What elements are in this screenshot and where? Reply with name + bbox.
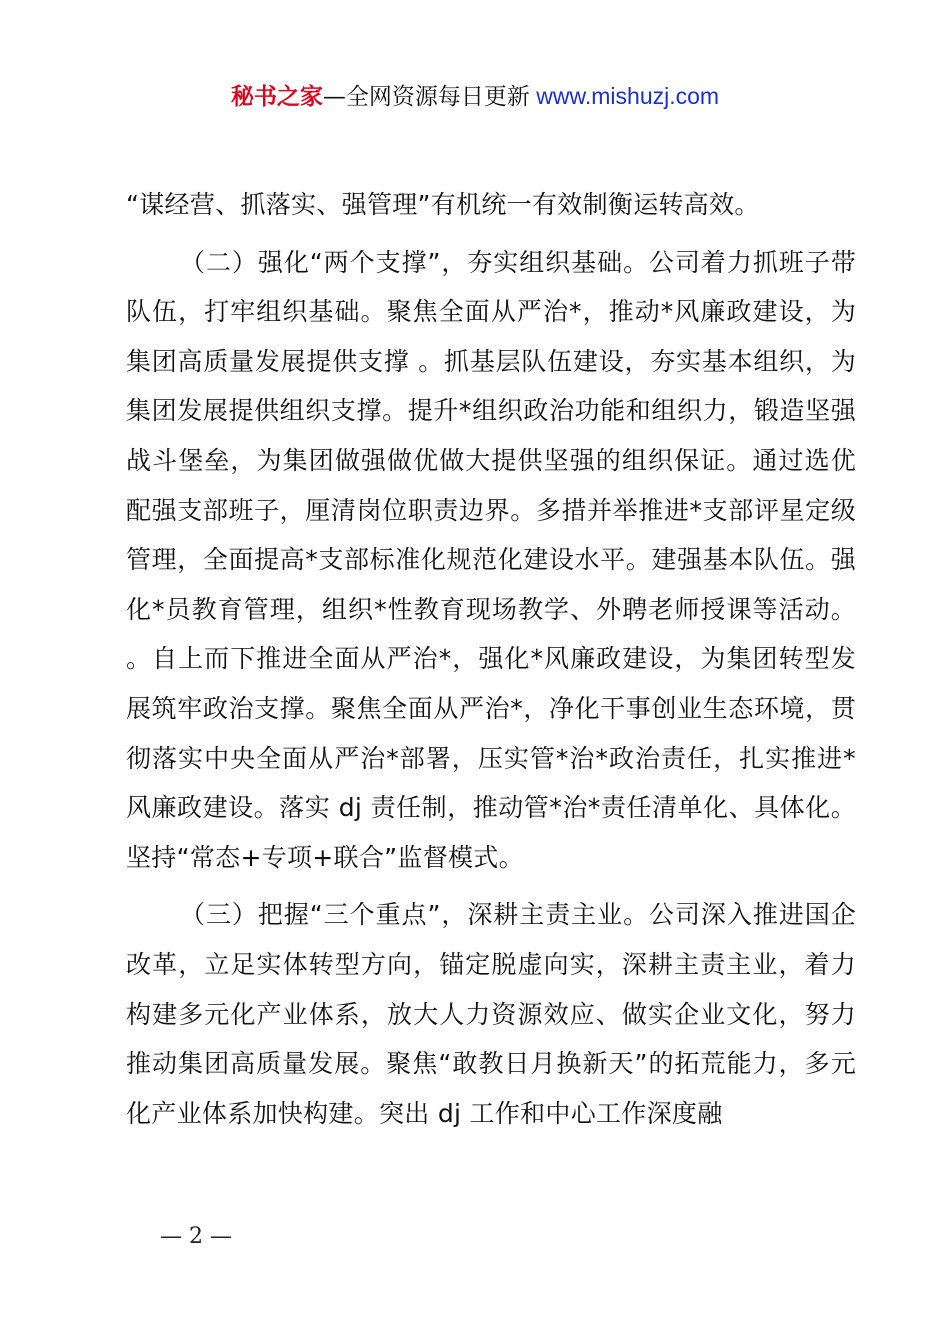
- paragraph-continuation: “谋经营、抓落实、强管理”有机统一有效制衡运转高效。: [126, 190, 760, 219]
- page-number: — 2 —: [160, 1224, 232, 1249]
- paragraph-section-three: （三）把握“三个重点”，深耕主责主业。公司深入推进国企改革，立足实体转型方向，锚定脱虚向实，深耕主责主业，着力构建多元化产业体系，放大人力资源效应、做实企业文化，努力推动集团高质量发展。聚焦“敢教日月换新天”的拓荒能力，多元化产业体系加快构建。突出 dj 工作和中心工作深度融: [126, 900, 856, 1128]
- document-body: [126, 180, 856, 1138]
- site-tagline: —全网资源每日更新: [322, 84, 530, 110]
- paragraph-section-two: （二）强化“两个支撑”，夯实组织基础。公司着力抓班子带队伍，打牢组织基础。聚焦全面从严治*，推动*风廉政建设，为集团高质量发展提供支撑 。抓基层队伍建设，夯实基本组织，为集团发展提供组织支撑。提升*组织政治功能和组织力，锻造坚强战斗堡垒，为集团做强做优做大提供坚强的组织保证。通过选优配强支部班子，厘清岗位职责边界。多措并举推进*支部评星定级管理，全面提高*支部标准化规范化建设水平。建强基本队伍。强化*员教育管理，组织*性教育现场教学、外聘老师授课等活动。 。自上而下推进全面从严治*，强化*风廉政建设，为集团转型发展筑牢政治支撑。聚焦全面从严治*，净化干事创业生态环境，贯彻落实中央全面从严治*部署，压实管*治*政治责任，扎实推进*风廉政建设。落实 dj 责任制，推动管*治*责任清单化、具体化。坚持“常态+专项+联合”监督模式。: [126, 247, 856, 872]
- site-brand: 秘书之家: [230, 84, 323, 110]
- site-header: [0, 80, 950, 113]
- site-url: www.mishuzj.com: [529, 83, 720, 109]
